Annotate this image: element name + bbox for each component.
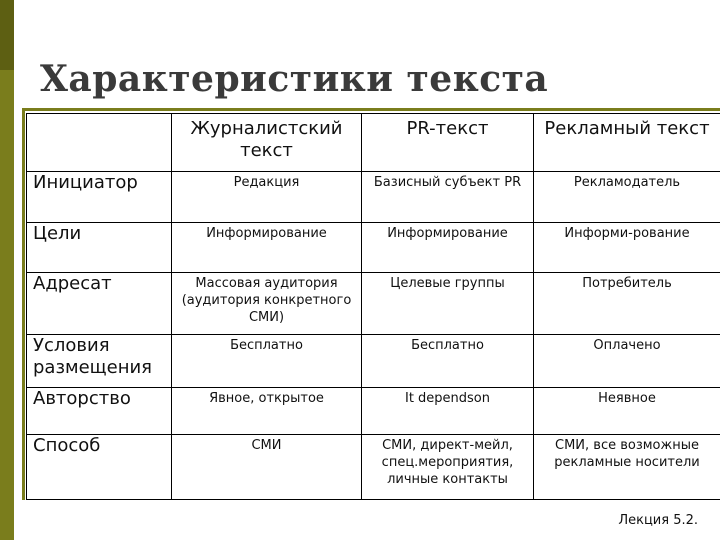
table-cell: Редакция [172,172,362,223]
row-label: Адресат [27,273,172,335]
table-cell: Оплачено [534,335,720,388]
table-row-authorship [27,388,720,435]
table-cell: Неявное [534,388,720,435]
table-cell: Бесплатно [172,335,362,388]
table-row-initiator [27,172,720,223]
characteristics-table [26,113,720,500]
table-cell: Информирование [172,223,362,273]
row-label: Способ [27,435,172,500]
table-cell: СМИ [172,435,362,500]
header-advertising-text: Рекламный текст [534,114,720,172]
title-underline [22,108,720,111]
header-journalistic-text: Журналистский текст [172,114,362,172]
lecture-footer: Лекция 5.2. [618,513,698,528]
row-label: Условия размещения [27,335,172,388]
table-cell: Информи-рование [534,223,720,273]
left-accent-bar [0,0,14,540]
slide-title: Характеристики текста [40,58,549,100]
left-accent-bar-top [0,0,14,70]
table-cell: It dependson [362,388,534,435]
header-pr-text: PR-текст [362,114,534,172]
table-header-row [27,114,720,172]
table-row-addressee [27,273,720,335]
row-label: Инициатор [27,172,172,223]
table-cell: Информирование [362,223,534,273]
table-cell: Потребитель [534,273,720,335]
header-empty-cell [27,114,172,172]
table-cell: Бесплатно [362,335,534,388]
table-cell: Массовая аудитория (аудитория конкретного СМИ) [172,273,362,335]
table-cell: Рекламодатель [534,172,720,223]
row-label: Цели [27,223,172,273]
table-left-rule [22,108,25,500]
row-label: Авторство [27,388,172,435]
table-row-placement [27,335,720,388]
table-cell: СМИ, директ-мейл, спец.мероприятия, личные контакты [362,435,534,500]
table-cell: СМИ, все возможные рекламные носители [534,435,720,500]
table-cell: Базисный субъект PR [362,172,534,223]
table-cell: Целевые группы [362,273,534,335]
table-row-goals [27,223,720,273]
table-cell: Явное, открытое [172,388,362,435]
table-row-method [27,435,720,500]
